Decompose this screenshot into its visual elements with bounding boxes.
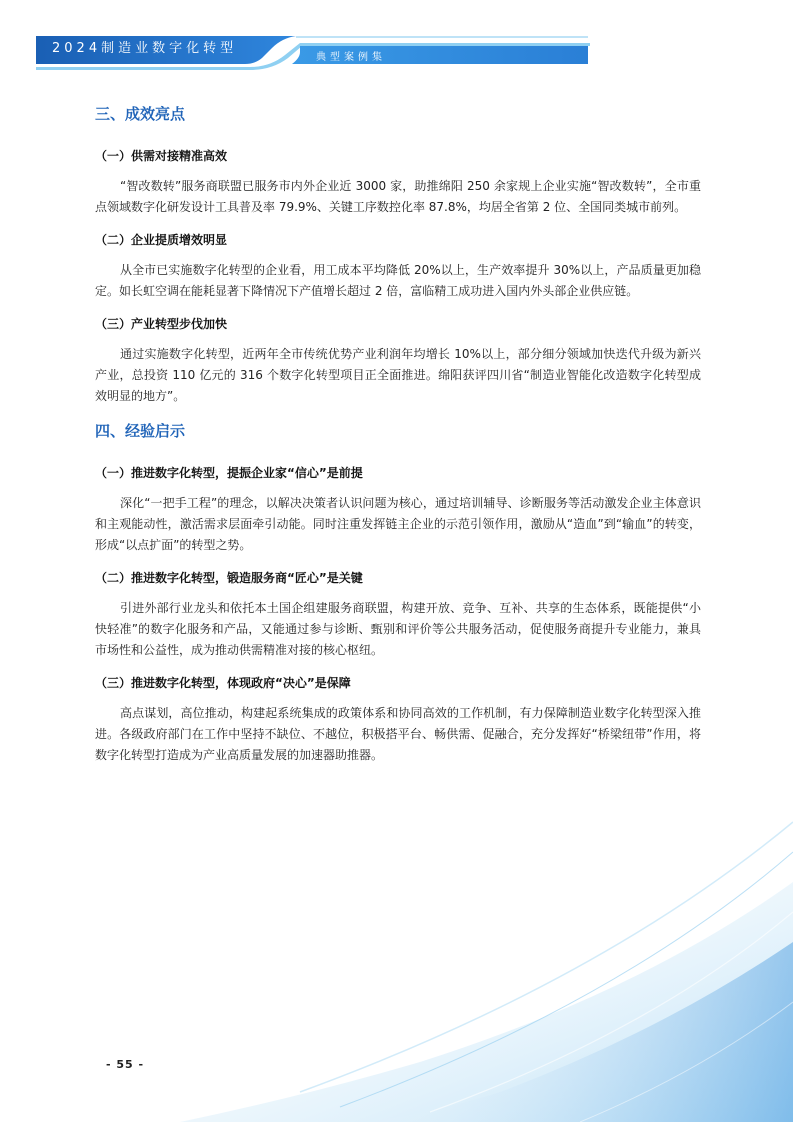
paragraph: 通过实施数字化转型，近两年全市传统优势产业利润年均增长 10%以上，部分细分领域加快迭代升级为新兴产业，总投资 110 亿元的 316 个数字化转型项目正全面推进。绵阳获评四川省“制造业智能化改造数字化转型成效明显的地方”。 [95, 347, 701, 403]
subsection-title: （一）推进数字化转型，提振企业家“信心”是前提 [95, 466, 363, 480]
subsection-title: （三）推进数字化转型，体现政府“决心”是保障 [95, 676, 351, 690]
paragraph: 引进外部行业龙头和依托本土国企组建服务商联盟，构建开放、竞争、互补、共享的生态体系，既能提供“小快轻准”的数字化服务和产品，又能通过参与诊断、甄别和评价等公共服务活动，促使服务商提升专业能力，兼具市场性和公益性，成为推动供需精准对接的核心枢纽。 [95, 601, 701, 657]
paragraph: 高点谋划，高位推动，构建起系统集成的政策体系和协同高效的工作机制，有力保障制造业数字化转型深入推进。各级政府部门在工作中坚持不缺位、不越位，积极搭平台、畅供需、促融合，充分发挥好“桥梁纽带”作用，将数字化转型打造成为产业高质量发展的加速器助推器。 [95, 706, 701, 762]
paragraph: 深化“一把手工程”的理念，以解决决策者认识问题为核心，通过培训辅导、诊断服务等活动激发企业主体意识和主观能动性，激活需求层面牵引动能。同时注重发挥链主企业的示范引领作用，激励从“造血”到“输血”的转变，形成“以点扩面”的转型之势。 [95, 496, 701, 552]
subsection-title: （一）供需对接精准高效 [95, 149, 228, 163]
subsection-title: （二）企业提质增效明显 [95, 233, 228, 247]
subsection-title: （三）产业转型步伐加快 [95, 317, 228, 331]
page-number: - 55 - [106, 1058, 145, 1071]
header-title: 2024制造业数字化转型 [52, 41, 238, 56]
header-subtitle: 典型案例集 [316, 52, 386, 63]
paragraph: “智改数转”服务商联盟已服务市内外企业近 3000 家，助推绵阳 250 余家规上企业实施“智改数转”，全市重点领域数字化研发设计工具普及率 79.9%、关键工序数控化率 87.8%，均居全省第 2 位、全国同类城市前列。 [95, 179, 701, 214]
page-header [0, 0, 793, 80]
subsection-title: （二）推进数字化转型，锻造服务商“匠心”是关键 [95, 571, 363, 585]
section-title: 四、经验启示 [95, 422, 186, 440]
section-title: 三、成效亮点 [95, 105, 186, 123]
paragraph: 从全市已实施数字化转型的企业看，用工成本平均降低 20%以上，生产效率提升 30%以上，产品质量更加稳定。如长虹空调在能耗显著下降情况下产值增长超过 2 倍，富临精工成功进入国内外头部企业供应链。 [95, 263, 701, 298]
main-content [95, 102, 701, 778]
